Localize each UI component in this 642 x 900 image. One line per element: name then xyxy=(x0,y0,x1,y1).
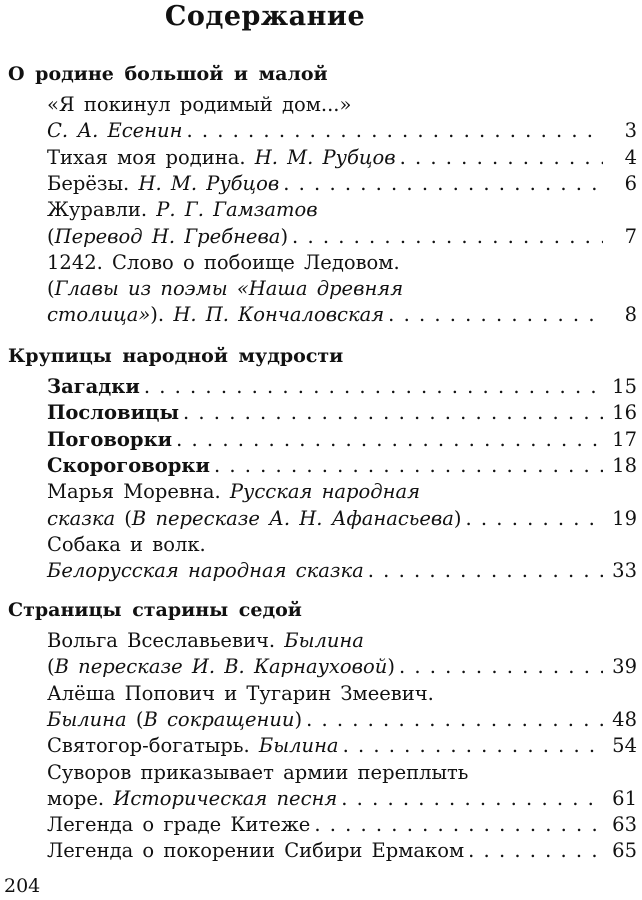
entry-page-number: 7 xyxy=(624,224,637,248)
page-title: Содержание xyxy=(164,1,366,32)
toc-line xyxy=(47,197,637,223)
entry-page-number: 33 xyxy=(612,559,637,583)
entry-page-number: 17 xyxy=(612,427,637,451)
toc-line xyxy=(47,628,637,654)
entry-text xyxy=(47,558,364,584)
toc-entry xyxy=(47,171,637,197)
entry-text xyxy=(47,707,302,733)
entry-text xyxy=(47,118,182,144)
plain-text: ( xyxy=(115,506,132,530)
plain-text: Журавли. xyxy=(47,198,157,222)
entry-page-number: 3 xyxy=(624,119,637,143)
toc-entry xyxy=(47,654,637,680)
section-heading: О родине большой и малой xyxy=(8,63,328,85)
entry-page-number: 61 xyxy=(612,786,637,810)
entry-page-number: 39 xyxy=(612,655,637,679)
section-heading: Крупицы народной мудрости xyxy=(8,345,344,367)
italic-text: Н. П. Кончаловская xyxy=(173,303,385,327)
plain-text: ) xyxy=(453,506,462,530)
plain-text: Берёзы. xyxy=(47,171,139,195)
entry-text xyxy=(47,171,279,197)
italic-text: Н. М. Рубцов xyxy=(254,145,396,169)
plain-text: ( xyxy=(47,224,55,248)
entry-page-number: 19 xyxy=(612,506,637,530)
toc-entry xyxy=(47,374,637,400)
entry-page-number: 4 xyxy=(624,145,637,169)
entry-page-number: 16 xyxy=(612,401,637,425)
italic-text: Былина xyxy=(47,707,127,731)
leader-dots xyxy=(306,707,603,733)
entry-page-number: 15 xyxy=(612,375,637,398)
entry-page-number: 54 xyxy=(612,734,637,758)
italic-text: Былина xyxy=(258,734,339,758)
leader-dots xyxy=(292,224,603,250)
page-number: 204 xyxy=(4,875,41,897)
plain-text: Святогор-богатырь. xyxy=(47,734,259,758)
plain-text: ) xyxy=(387,655,395,679)
leader-dots xyxy=(400,145,603,171)
plain-text: Тихая моя родина. xyxy=(47,145,255,169)
italic-text: С. А. Есенин xyxy=(47,119,183,143)
leader-dots xyxy=(183,400,603,426)
entry-page-number: 48 xyxy=(612,707,637,731)
entry-text xyxy=(47,427,172,453)
entry-text xyxy=(47,654,395,680)
bold-text: Поговорки xyxy=(47,427,173,451)
plain-text: ( xyxy=(126,707,144,731)
plain-text: «Я покинул родимый дом...» xyxy=(47,93,352,116)
entry-text xyxy=(47,374,140,400)
entry-page-number: 6 xyxy=(624,171,637,195)
plain-text: Вольга Всеславьевич. xyxy=(47,629,285,652)
entry-text xyxy=(47,277,403,300)
entry-page-number: 63 xyxy=(612,813,637,837)
plain-text: ) xyxy=(280,224,289,248)
bold-text: Загадки xyxy=(47,375,140,398)
entry-text xyxy=(47,480,420,503)
leader-dots xyxy=(144,374,603,400)
entry-text xyxy=(47,682,434,705)
section-heading: Страницы старины седой xyxy=(8,599,302,621)
italic-text: столица» xyxy=(47,303,151,327)
toc-entry xyxy=(47,707,637,733)
entry-text xyxy=(47,838,464,864)
leader-dots xyxy=(341,786,603,812)
plain-text: Легенда о покорении Сибири Ермаком xyxy=(47,839,465,863)
entry-text xyxy=(47,733,339,759)
toc-entry xyxy=(47,786,637,812)
plain-text: ). xyxy=(150,303,174,327)
italic-text: Белорусская народная сказка xyxy=(47,559,364,583)
leader-dots xyxy=(388,302,603,328)
entry-text xyxy=(47,198,318,221)
plain-text: море. xyxy=(47,786,114,810)
plain-text: ) xyxy=(294,707,303,731)
entry-text xyxy=(47,761,468,784)
toc-line xyxy=(47,276,637,302)
toc-entry xyxy=(47,118,637,144)
plain-text: 1242. Слово о побоище Ледовом. xyxy=(47,250,400,274)
italic-text: Былина xyxy=(284,629,364,652)
entry-text xyxy=(47,224,288,250)
entry-text xyxy=(47,533,206,556)
italic-text: В пересказе А. Н. Афанасьева xyxy=(131,506,454,530)
entry-text xyxy=(47,251,400,274)
bold-text: Скороговорки xyxy=(47,453,210,477)
entry-text xyxy=(47,145,396,171)
plain-text: ( xyxy=(47,277,55,301)
entry-text xyxy=(47,453,210,479)
italic-text: Главы из поэмы «Наша древняя xyxy=(54,277,404,301)
leader-dots xyxy=(466,506,604,532)
toc-entry xyxy=(47,558,637,584)
toc-entry xyxy=(47,812,637,838)
toc-entry xyxy=(47,302,637,328)
toc-entry xyxy=(47,838,637,864)
toc-entry xyxy=(47,145,637,171)
italic-text: Историческая песня xyxy=(113,786,338,810)
toc-line xyxy=(47,250,637,276)
toc-line xyxy=(47,92,637,118)
leader-dots xyxy=(314,812,603,838)
toc-entry xyxy=(47,427,637,453)
entry-text xyxy=(47,786,337,812)
italic-text: Русская народная xyxy=(229,480,421,504)
italic-text: В пересказе И. В. Карнауховой xyxy=(54,655,388,679)
italic-text: Р. Г. Гамзатов xyxy=(156,198,318,222)
bold-text: Пословицы xyxy=(47,401,180,425)
entry-text xyxy=(47,506,462,532)
plain-text: Марья Моревна. xyxy=(47,480,230,504)
plain-text: ( xyxy=(47,655,55,679)
entry-text xyxy=(47,812,310,838)
plain-text: Алёша Попович и Тугарин Змеевич. xyxy=(47,681,434,705)
leader-dots xyxy=(399,654,603,680)
toc-entry xyxy=(47,453,637,479)
toc-entry xyxy=(47,224,637,250)
entry-page-number: 18 xyxy=(612,453,637,477)
leader-dots xyxy=(283,171,603,197)
leader-dots xyxy=(368,558,603,584)
leader-dots xyxy=(176,427,603,453)
italic-text: Н. М. Рубцов xyxy=(138,171,280,195)
entry-text xyxy=(47,93,351,116)
plain-text: Собака и волк. xyxy=(47,532,206,556)
toc-line xyxy=(47,760,637,786)
italic-text: сказка xyxy=(47,506,116,530)
toc-line xyxy=(47,532,637,558)
toc-line xyxy=(47,681,637,707)
entry-text xyxy=(47,400,179,426)
italic-text: В сокращении xyxy=(143,707,295,731)
entry-text xyxy=(47,629,364,652)
entry-text xyxy=(47,302,384,328)
leader-dots xyxy=(468,838,603,864)
entry-page-number: 65 xyxy=(612,839,637,863)
toc-entry xyxy=(47,506,637,532)
toc-entry xyxy=(47,400,637,426)
plain-text: Легенда о граде Китеже xyxy=(47,813,311,837)
leader-dots xyxy=(186,118,603,144)
toc-line xyxy=(47,479,637,505)
leader-dots xyxy=(214,453,603,479)
entry-page-number: 8 xyxy=(624,303,637,327)
plain-text: Суворов приказывает армии переплыть xyxy=(47,760,469,784)
italic-text: Перевод Н. Гребнева xyxy=(54,224,281,248)
toc-entry xyxy=(47,733,637,759)
leader-dots xyxy=(343,733,603,759)
